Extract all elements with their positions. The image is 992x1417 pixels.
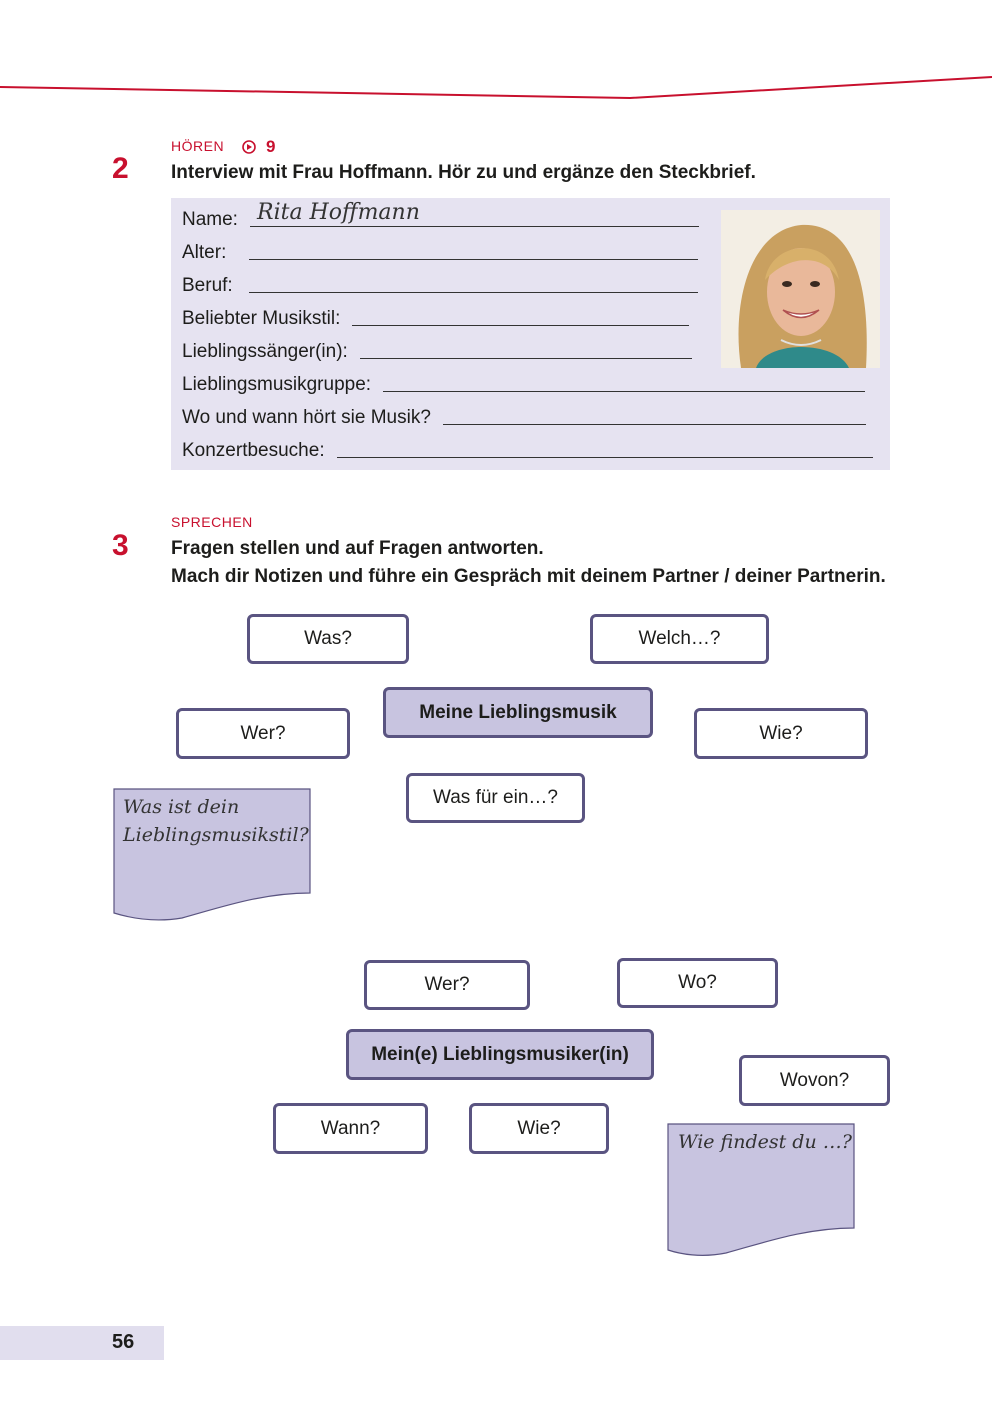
field-konzert[interactable] <box>182 436 873 462</box>
field-label: Lieblingssänger(in): <box>182 341 348 362</box>
exercise-instruction: Interview mit Frau Hoffmann. Hör zu und ergänze den Steckbrief. <box>171 162 756 183</box>
field-beruf[interactable] <box>182 271 698 297</box>
field-wo-wann[interactable] <box>182 403 866 429</box>
exercise-number: 2 <box>112 152 129 185</box>
field-label: Konzertbesuche: <box>182 440 325 461</box>
note-text-line1: Was ist dein <box>123 796 240 818</box>
note-text-line1: Wie findest du …? <box>678 1131 852 1153</box>
field-label: Beruf: <box>182 275 233 296</box>
field-label: Name: <box>182 209 238 230</box>
mindmap-center-box: Mein(e) Lieblingsmusiker(in) <box>346 1029 654 1080</box>
question-box[interactable]: Welch…? <box>590 614 769 664</box>
question-box[interactable]: Wo? <box>617 958 778 1008</box>
page-number: 56 <box>112 1331 135 1353</box>
field-label: Beliebter Musikstil: <box>182 308 341 329</box>
field-label: Wo und wann hört sie Musik? <box>182 407 431 428</box>
question-box[interactable]: Wann? <box>273 1103 428 1154</box>
page-number-bar <box>0 1326 164 1360</box>
field-label: Lieblingsmusikgruppe: <box>182 374 372 395</box>
answer-line[interactable] <box>249 291 698 293</box>
portrait-photo <box>721 210 880 368</box>
question-box[interactable]: Was für ein…? <box>406 773 585 823</box>
skill-label-hoeren: HÖREN <box>171 138 225 154</box>
note-text-line2: Lieblingsmusikstil? <box>123 824 309 846</box>
audio-track[interactable] <box>242 137 275 157</box>
header-rule <box>0 70 992 110</box>
exercise-instruction-line2: Mach dir Notizen und führe ein Gespräch mit deinem Partner / deiner Partnerin. <box>171 566 886 587</box>
exercise-number: 3 <box>112 529 129 562</box>
question-box[interactable]: Was? <box>247 614 409 664</box>
field-musikstil[interactable] <box>182 304 689 330</box>
answer-line[interactable] <box>337 456 873 458</box>
field-label: Alter: <box>182 242 227 263</box>
skill-label-sprechen: SPRECHEN <box>171 514 253 530</box>
field-alter[interactable] <box>182 238 698 264</box>
play-icon <box>242 140 256 154</box>
portrait-illustration <box>721 210 880 368</box>
answer-line[interactable] <box>360 357 692 359</box>
question-box[interactable]: Wie? <box>694 708 868 759</box>
field-gruppe[interactable] <box>182 370 865 396</box>
mindmap-center-box: Meine Lieblingsmusik <box>383 687 653 738</box>
question-box[interactable]: Wie? <box>469 1103 609 1154</box>
question-box[interactable]: Wer? <box>176 708 350 759</box>
field-saenger[interactable] <box>182 337 692 363</box>
answer-line[interactable] <box>443 423 866 425</box>
question-box[interactable]: Wovon? <box>739 1055 890 1106</box>
answer-line[interactable] <box>250 225 699 227</box>
question-box[interactable]: Wer? <box>364 960 530 1010</box>
track-number: 9 <box>266 137 276 156</box>
answer-line[interactable] <box>249 258 698 260</box>
answer-line[interactable] <box>352 324 689 326</box>
exercise-instruction-line1: Fragen stellen und auf Fragen antworten. <box>171 538 544 559</box>
answer-line[interactable] <box>383 390 865 392</box>
handwritten-answer: Rita Hoffmann <box>257 200 420 225</box>
